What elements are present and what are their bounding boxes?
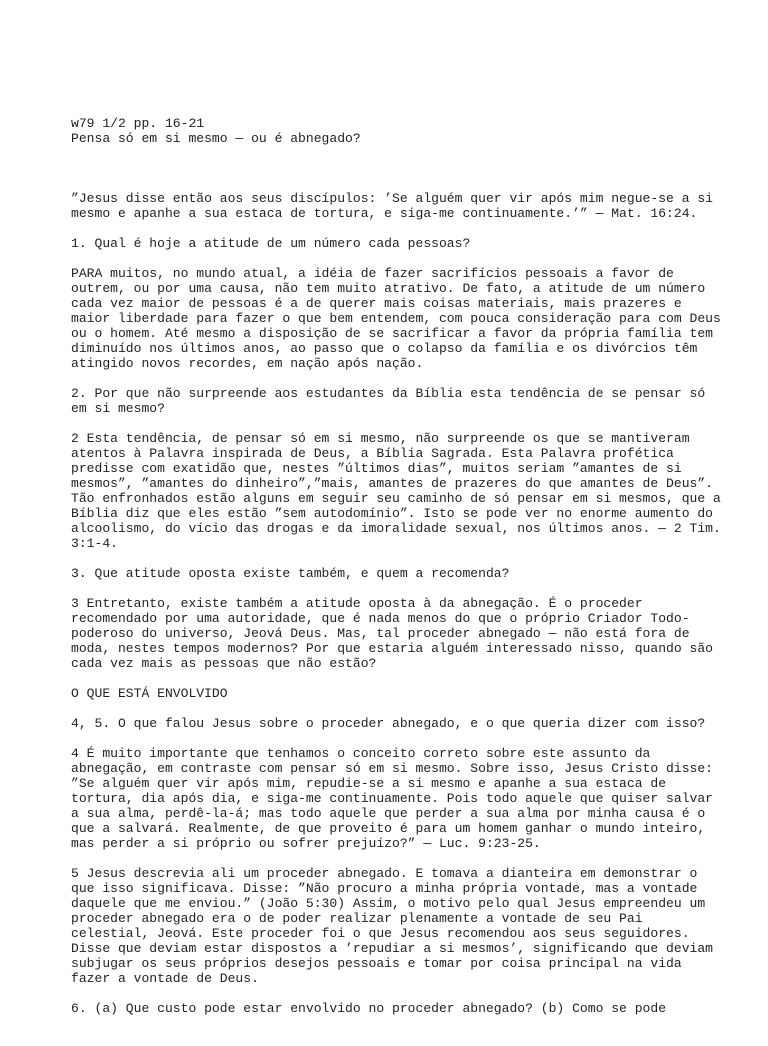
text-line: mas perder a si próprio ou sofrer prejuízo?” — Luc. 9:23-25. (71, 836, 541, 851)
text-line: atentos à Palavra inspirada de Deus, a Bíblia Sagrada. Esta Palavra profética (71, 446, 674, 461)
text-line: Disse que deviam estar dispostos a ’repudiar a si mesmos’, significando que deviam (71, 941, 714, 956)
text-line: maior liberdade para fazer o que bem entendem, com pouca consideração para com Deus (71, 311, 721, 326)
text-line: 3. Que atitude oposta existe também, e quem a recomenda? (71, 566, 510, 581)
paragraph (71, 191, 714, 221)
text-line: ”Se alguém quer vir após mim, repudie-se a si mesmo e apanhe a sua estaca de (71, 776, 667, 791)
text-line: alcoolismo, do vício das drogas e da imoralidade sexual, nos últimos anos. — 2 Tim. (71, 521, 721, 536)
text-line: 4, 5. O que falou Jesus sobre o proceder abnegado, e o que queria dizer com isso? (71, 716, 706, 731)
paragraph (71, 746, 714, 851)
text-line: mesmos”, ”amantes do dinheiro”,”mais, amantes de prazeres do que amantes de Deus”. (71, 476, 714, 491)
text-line: PARA muitos, no mundo atual, a idéia de fazer sacrifícios pessoais a favor de (71, 266, 674, 281)
text-line: daquele que me enviou.” (João 5:30) Assim, o motivo pelo qual Jesus empreendeu um (71, 896, 706, 911)
text-line: em si mesmo? (71, 401, 165, 416)
text-line: 3:1-4. (71, 536, 118, 551)
paragraph (71, 866, 714, 986)
document-reference: w79 1/2 pp. 16-21 (71, 116, 205, 131)
text-line: proceder abnegado era o de poder realizar plenamente a vontade de seu Pai (71, 911, 643, 926)
text-line: mesmo e apanhe a sua estaca de tortura, e siga-me continuamente.’” — Mat. 16:24. (71, 206, 698, 221)
paragraph (71, 566, 711, 581)
text-line: 5 Jesus descrevia ali um proceder abnegado. E tomava a dianteira em demonstrar o (71, 866, 698, 881)
text-line: Tão enfronhados estão alguns em seguir seu caminho de só pensar em si mesmos, que a (71, 491, 721, 506)
text-line: que isso significava. Disse: ”Não procuro a minha própria vontade, mas a vontade (71, 881, 698, 896)
text-line: abnegação, em contraste com pensar só em si mesmo. Sobre isso, Jesus Cristo disse: (71, 761, 714, 776)
document-header (71, 116, 711, 146)
text-line: tortura, dia após dia, e siga-me continuamente. Pois todo aquele que quiser salvar (71, 791, 714, 806)
text-line: que a salvará. Realmente, de que proveito é para um homem ganhar o mundo inteiro, (71, 821, 706, 836)
text-line: diminuído nos últimos anos, ao passo que o colapso da família e os divórcios têm (71, 341, 698, 356)
text-line: fazer a vontade de Deus. (71, 971, 259, 986)
text-line: outrem, ou por uma causa, não tem muito atrativo. De fato, a atitude de um número (71, 281, 706, 296)
paragraph (71, 386, 711, 416)
text-line: atingido novos recordes, em nação após nação. (71, 356, 424, 371)
text-line: 4 É muito importante que tenhamos o conceito correto sobre este assunto da (71, 746, 651, 761)
paragraph (71, 596, 714, 671)
paragraph (71, 686, 711, 701)
paragraph (71, 716, 711, 731)
text-line: 2. Por que não surpreende aos estudantes da Bíblia esta tendência de se pensar só (71, 386, 706, 401)
text-line: recomendado por uma autoridade, que é nada menos do que o próprio Criador Todo- (71, 611, 690, 626)
text-line: cada vez mais as pessoas que não estão? (71, 656, 377, 671)
text-line: 3 Entretanto, existe também a atitude oposta à da abnegação. É o proceder (71, 596, 643, 611)
text-line: predisse com exatidão que, nestes ”últimos dias”, muitos seriam ”amantes de si (71, 461, 682, 476)
paragraph (71, 431, 721, 551)
text-line: moda, nestes tempos modernos? Por que estaria alguém interessado nisso, quando são (71, 641, 714, 656)
text-line: ou o homem. Até mesmo a disposição de se sacrificar a favor da própria família tem (71, 326, 714, 341)
document-page (71, 86, 721, 1046)
text-line: 2 Esta tendência, de pensar só em si mesmo, não surpreende os que se mantiveram (71, 431, 690, 446)
text-line: O QUE ESTÁ ENVOLVIDO (71, 686, 228, 701)
text-line: cada vez maior de pessoas é a de querer mais coisas materiais, mais prazeres e (71, 296, 682, 311)
text-line: a sua alma, perdê-la-á; mas todo aquele que perder a sua alma por minha causa é o (71, 806, 706, 821)
text-line: subjugar os seus próprios desejos pessoais e tomar por coisa principal na vida (71, 956, 682, 971)
text-line: celestial, Jeová. Este proceder foi o que Jesus recomendou aos seus seguidores. (71, 926, 690, 941)
text-line: Bíblia diz que eles estão ”sem autodomínio”. Isto se pode ver no enorme aumento do (71, 506, 714, 521)
text-line: 6. (a) Que custo pode estar envolvido no proceder abnegado? (b) Como se pode (71, 1001, 667, 1016)
text-line: 1. Qual é hoje a atitude de um número cada pessoas? (71, 236, 471, 251)
document-title: Pensa só em si mesmo — ou é abnegado? (71, 131, 361, 146)
paragraph (71, 236, 711, 251)
paragraph (71, 1001, 711, 1016)
text-line: poderoso do universo, Jeová Deus. Mas, tal proceder abnegado — não está fora de (71, 626, 690, 641)
paragraph (71, 266, 721, 371)
text-line: ”Jesus disse então aos seus discípulos: ’Se alguém quer vir após mim negue-se a si (71, 191, 714, 206)
document-body (71, 191, 721, 1016)
